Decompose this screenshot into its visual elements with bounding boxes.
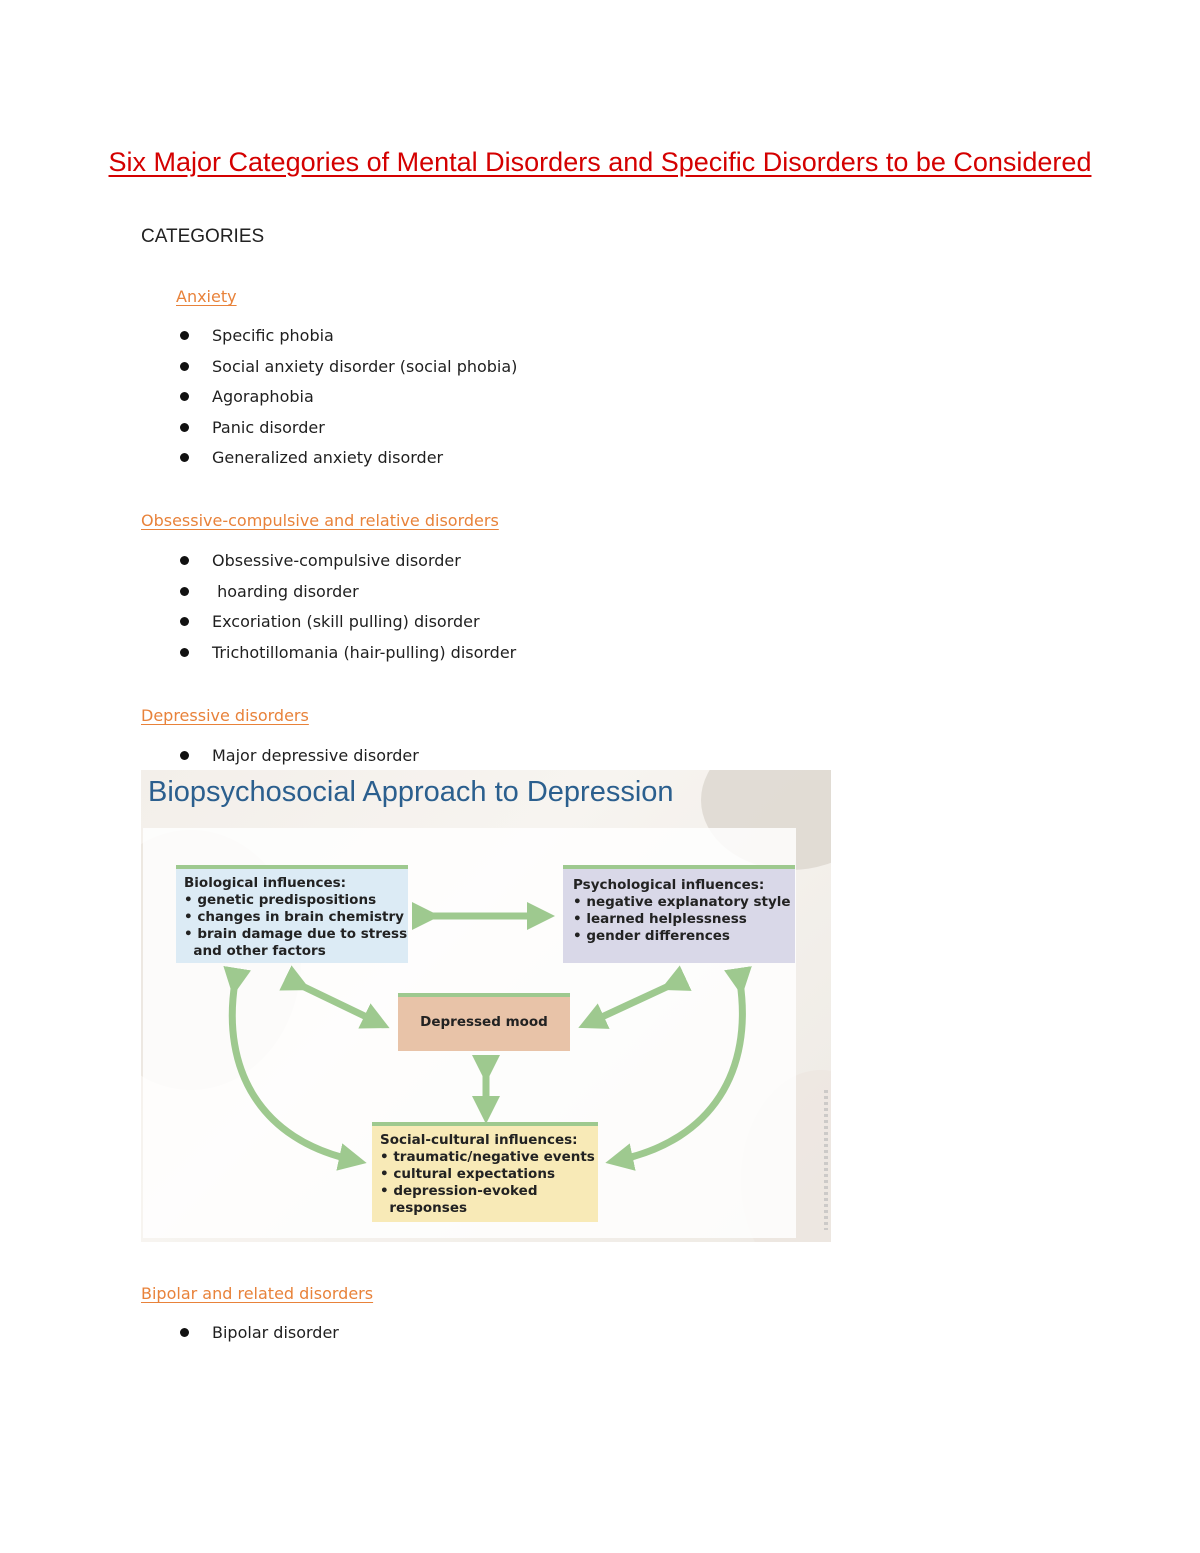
- list-item: Social anxiety disorder (social phobia): [176, 352, 517, 383]
- section-heading-bipolar: Bipolar and related disorders: [141, 1284, 374, 1303]
- list-item: Obsessive-compulsive disorder: [176, 546, 516, 577]
- depressed-mood-box: Depressed mood: [398, 993, 570, 1051]
- bullet-icon: [180, 648, 189, 657]
- arrow-psy-social: [619, 982, 742, 1160]
- bullet-icon: [180, 556, 189, 565]
- section-heading-depressive: Depressive disorders: [141, 706, 309, 725]
- list-item: Panic disorder: [176, 413, 517, 444]
- section-heading-anxiety: Anxiety: [176, 287, 237, 306]
- bullet-icon: [180, 617, 189, 626]
- depressive-list: [176, 741, 419, 772]
- ocd-list: [176, 546, 516, 668]
- bullet-icon: [180, 423, 189, 432]
- bullet-icon: [180, 751, 189, 760]
- page-title: Six Major Categories of Mental Disorders and Specific Disorders to be Considered: [108, 147, 1092, 177]
- arrow-bio-social: [232, 982, 353, 1160]
- list-item: Generalized anxiety disorder: [176, 443, 517, 474]
- list-item: Trichotillomania (hair-pulling) disorder: [176, 638, 516, 669]
- categories-label: CATEGORIES: [141, 226, 265, 247]
- bullet-icon: [180, 362, 189, 371]
- arrow-bio-mood: [298, 984, 377, 1022]
- list-item: Major depressive disorder: [176, 741, 419, 772]
- bullet-icon: [180, 331, 189, 340]
- bullet-icon: [180, 392, 189, 401]
- list-item: Bipolar disorder: [176, 1318, 339, 1349]
- bullet-icon: [180, 453, 189, 462]
- bipolar-list: [176, 1318, 339, 1349]
- section-heading-ocd: Obsessive-compulsive and relative disorders: [141, 511, 499, 530]
- list-item: Specific phobia: [176, 321, 517, 352]
- list-item: Excoriation (skill pulling) disorder: [176, 607, 516, 638]
- bullet-icon: [180, 1328, 189, 1337]
- anxiety-list: [176, 321, 517, 474]
- figure-credit-strip: [824, 1090, 828, 1230]
- social-cultural-influences-box: Social-cultural influences: • traumatic/negative events • cultural expectations • depression-evoked responses: [372, 1122, 598, 1222]
- bullet-icon: [180, 587, 189, 596]
- list-item: hoarding disorder: [176, 577, 516, 608]
- list-item: Agoraphobia: [176, 382, 517, 413]
- psychological-influences-box: Psychological influences: • negative explanatory style • learned helplessness • gender differences: [563, 865, 795, 963]
- biological-influences-box: Biological influences: • genetic predispositions • changes in brain chemistry • brain damage due to stress and other factors: [176, 865, 408, 963]
- figure-title: Biopsychosocial Approach to Depression: [148, 776, 674, 808]
- arrow-psy-mood: [591, 984, 673, 1022]
- biopsychosocial-figure: [141, 770, 831, 1242]
